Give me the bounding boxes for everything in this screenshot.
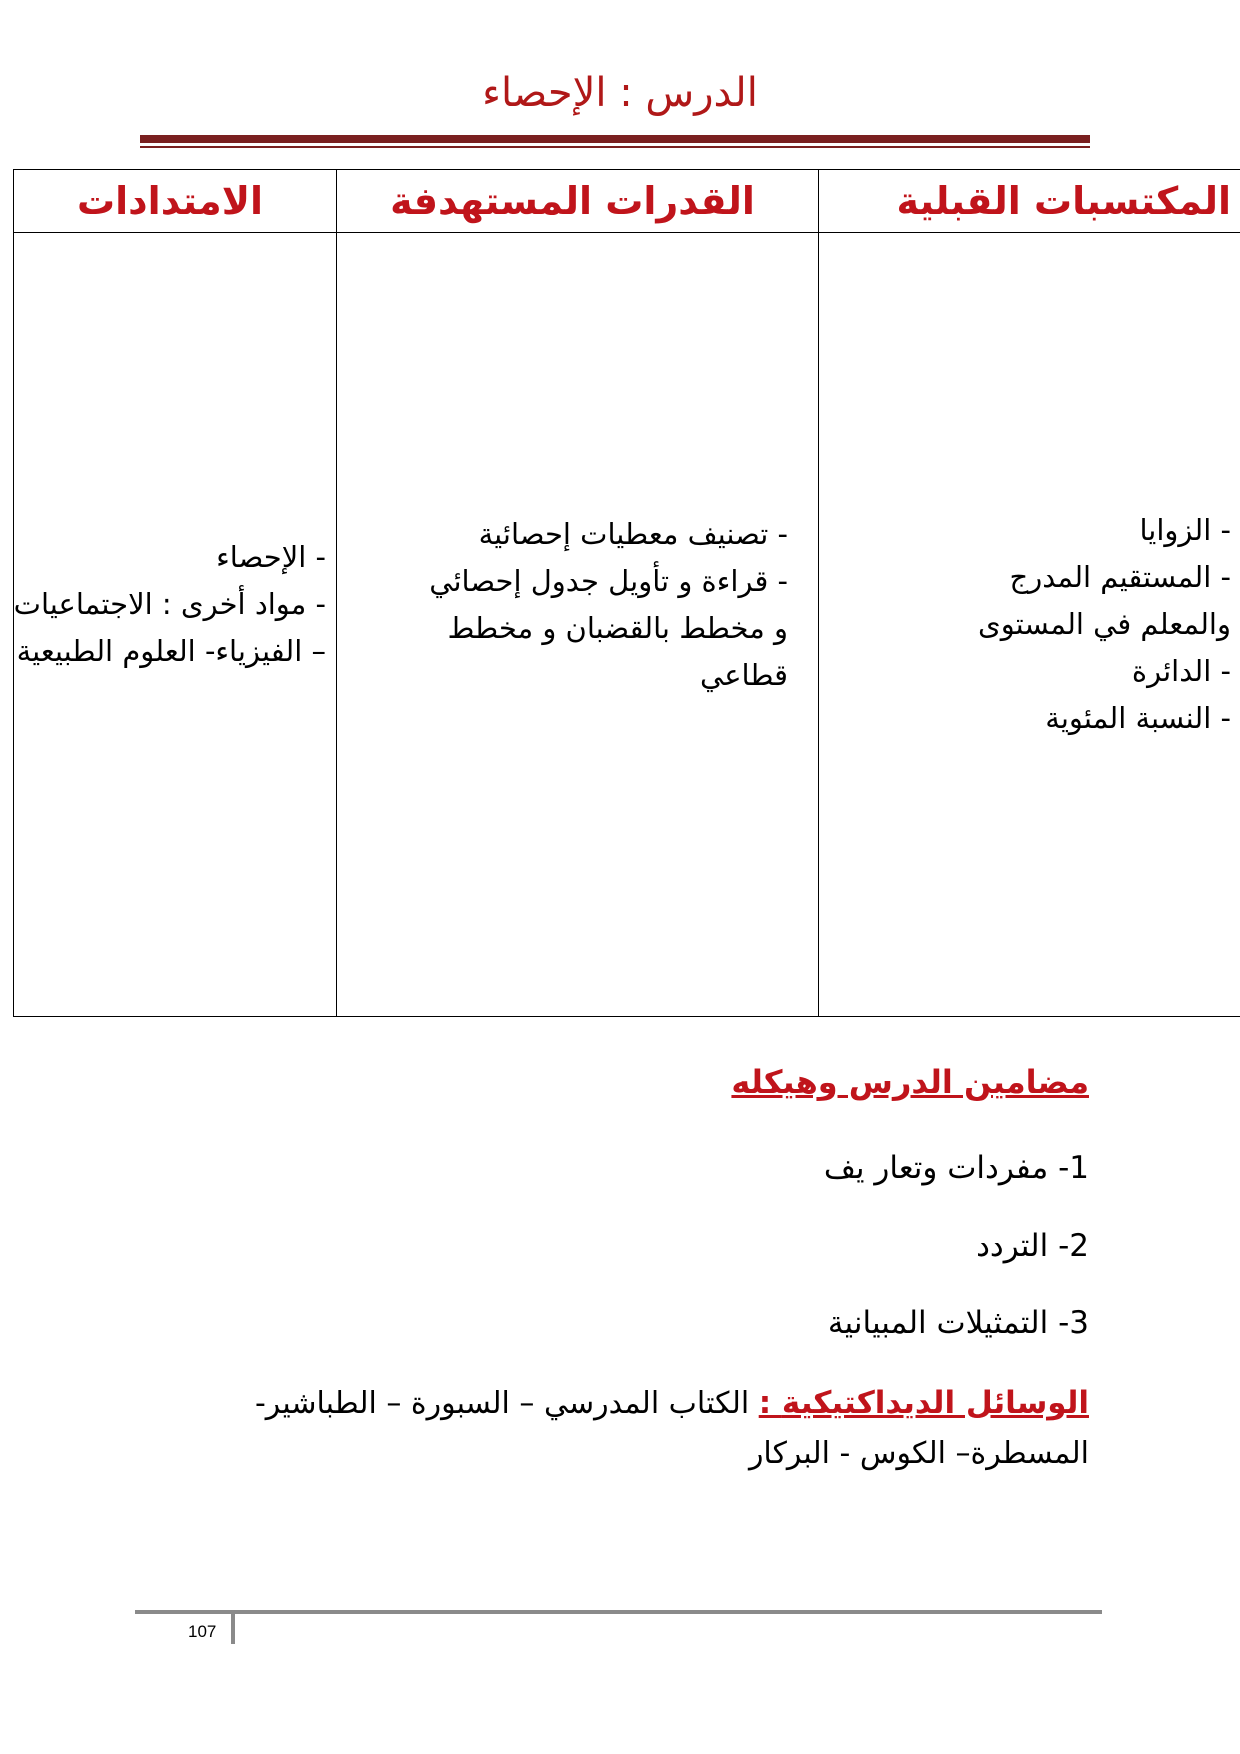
targeted-skills-line: و مخطط بالقضبان و مخطط xyxy=(447,610,788,645)
prior-knowledge-line: - النسبة المئوية xyxy=(1045,701,1231,735)
footer-divider xyxy=(231,1614,235,1644)
contents-item: 2- التردد xyxy=(976,1228,1089,1264)
table-body-row xyxy=(14,233,1240,1017)
page-number: 107 xyxy=(188,1622,217,1641)
targeted-skills-line: - قراءة و تأويل جدول إحصائي xyxy=(429,563,788,598)
didactic-tools-list: الكتاب المدرسي – السبورة – الطباشير- المسطرة– الكوس - البركار xyxy=(254,1386,1089,1471)
table-header-row xyxy=(14,170,1240,233)
extensions-line: - مواد أخرى : الاجتماعيات xyxy=(13,587,326,621)
didactic-tools xyxy=(229,1378,1089,1479)
lesson-title: الدرس : الإحصاء xyxy=(482,70,758,116)
targeted-skills-line: قطاعي xyxy=(700,657,788,692)
lesson-prep-table xyxy=(13,169,1240,1017)
header-prior-knowledge: المكتسبات القبلية xyxy=(819,170,1240,233)
title-underline-thin xyxy=(140,146,1090,148)
prior-knowledge-line: والمعلم في المستوى xyxy=(978,607,1231,641)
contents-item: 1- مفردات وتعار يف xyxy=(823,1150,1089,1186)
didactic-tools-label: الوسائل الديداكتيكية xyxy=(781,1385,1089,1421)
extensions-line: - الإحصاء xyxy=(216,540,326,574)
title-underline-thick xyxy=(140,135,1090,143)
didactic-tools-separator: : xyxy=(758,1385,782,1421)
extensions-line: – الفيزياء- العلوم الطبيعية xyxy=(16,634,326,668)
prior-knowledge-line: - المستقيم المدرج xyxy=(1009,560,1231,594)
targeted-skills-cell xyxy=(337,233,819,1017)
prior-knowledge-cell xyxy=(819,233,1240,1017)
targeted-skills-line: - تصنيف معطيات إحصائية xyxy=(478,516,788,551)
contents-item: 3- التمثيلات المبيانية xyxy=(827,1305,1089,1341)
prior-knowledge-line: - الزوايا xyxy=(1139,513,1231,547)
footer-rule xyxy=(135,1610,1102,1614)
contents-heading: مضامين الدرس وهيكله xyxy=(731,1063,1089,1101)
header-targeted-skills: القدرات المستهدفة xyxy=(337,170,819,233)
header-extensions: الامتدادات xyxy=(14,170,337,233)
extensions-cell xyxy=(14,233,337,1017)
prior-knowledge-line: - الدائرة xyxy=(1131,654,1231,688)
